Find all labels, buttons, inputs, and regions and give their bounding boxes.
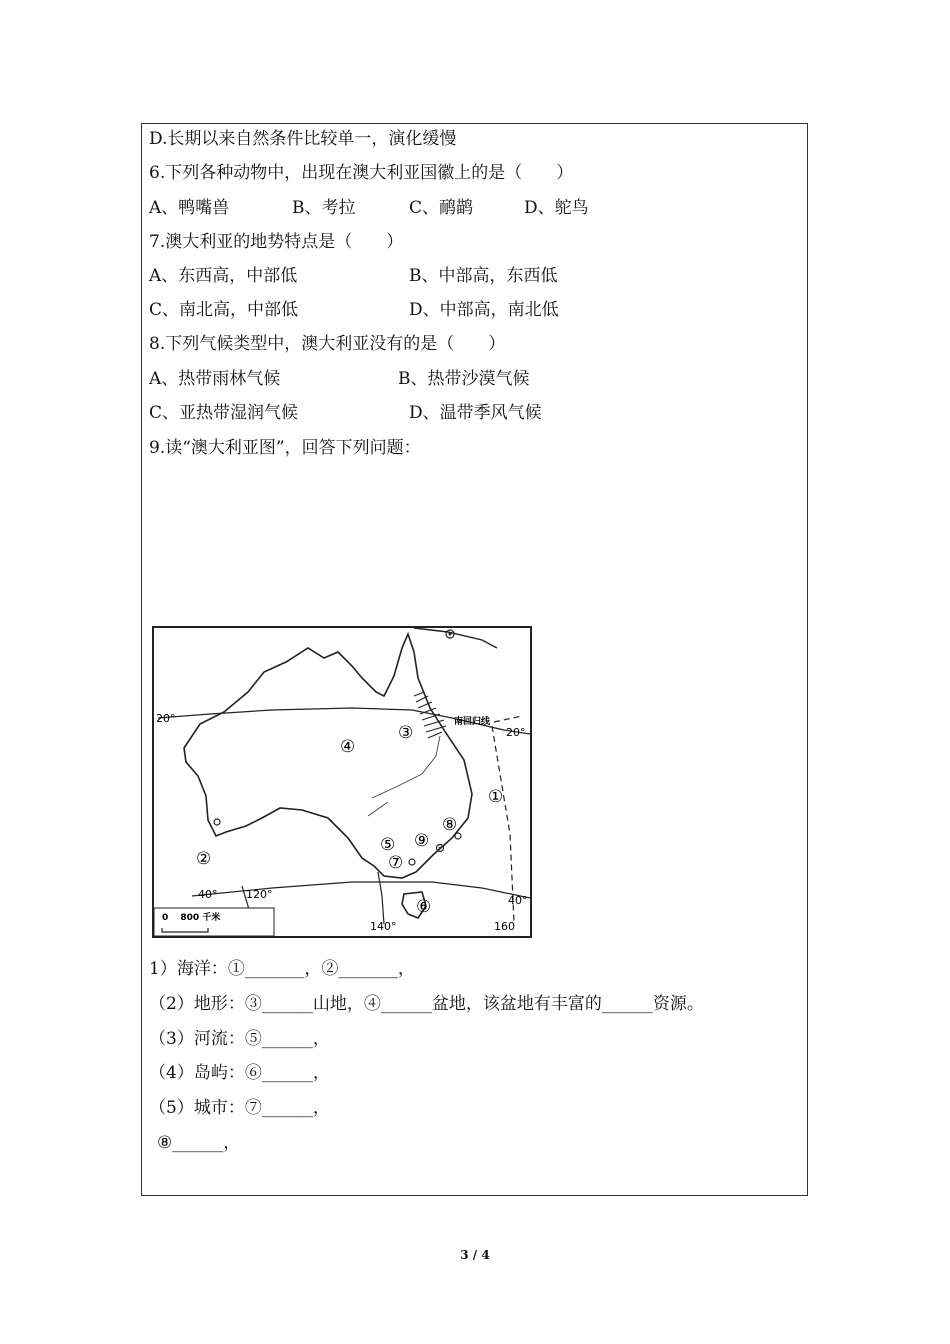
lat-40-left: 40° (198, 888, 218, 901)
q8-option-c: C、亚热带湿润气候 (149, 403, 299, 423)
q8-option-a: A、热带雨林气候 (149, 369, 281, 389)
q7-option-c: C、南北高，中部低 (149, 300, 299, 320)
lat-20-left: 20° (156, 712, 176, 725)
lon-140: 140° (370, 920, 397, 933)
answer-4-islands: （4）岛屿：⑥______， (149, 1063, 330, 1083)
marker-9: ⑨ (414, 831, 430, 851)
q6-option-d: D、鸵鸟 (524, 198, 589, 218)
tropic-label: 南回归线 (454, 717, 491, 727)
marker-7: ⑦ (388, 853, 404, 873)
australia-map (152, 626, 532, 938)
marker-5: ⑤ (380, 835, 396, 855)
marker-4: ④ (340, 737, 356, 757)
marker-8: ⑧ (442, 815, 458, 835)
marker-2: ② (196, 849, 212, 869)
question-6: 6.下列各种动物中，出现在澳大利亚国徽上的是（ ） (149, 163, 574, 183)
australia-map-svg (152, 626, 532, 938)
question-9: 9.读“澳大利亚图”，回答下列问题： (149, 438, 421, 458)
question-8: 8.下列气候类型中，澳大利亚没有的是（ ） (149, 334, 506, 354)
marker-1: ① (488, 787, 504, 807)
option-d-line: D.长期以来自然条件比较单一，演化缓慢 (149, 129, 457, 149)
q6-option-c: C、鸸鹋 (409, 198, 474, 218)
answer-6-city-8: ⑧______， (157, 1133, 241, 1153)
q7-option-a: A、东西高，中部低 (149, 266, 298, 286)
marker-6: ⑥ (416, 897, 432, 917)
q8-option-d: D、温带季风气候 (409, 403, 542, 423)
q6-option-a: A、鸭嘴兽 (149, 198, 230, 218)
lon-120: 120° (246, 888, 273, 901)
q7-option-d: D、中部高，南北低 (409, 300, 559, 320)
q6-option-b: B、考拉 (292, 198, 356, 218)
answer-1-oceans: 1）海洋：①_______，②_______， (149, 959, 415, 979)
lon-160: 160 (494, 920, 515, 933)
lat-20-right: 20° (506, 726, 526, 739)
q8-option-b: B、热带沙漠气候 (398, 369, 530, 389)
scale-label: 0 800 千米 (162, 913, 221, 923)
marker-3: ③ (398, 723, 414, 743)
q7-option-b: B、中部高，东西低 (409, 266, 558, 286)
answer-5-cities: （5）城市：⑦______， (149, 1098, 330, 1118)
answer-3-rivers: （3）河流：⑤______， (149, 1029, 330, 1049)
answer-2-landforms: （2）地形：③______山地，④______盆地，该盆地有丰富的______资源。 (149, 994, 704, 1014)
question-7: 7.澳大利亚的地势特点是（ ） (149, 232, 404, 252)
page-number: 3 / 4 (460, 1248, 490, 1262)
lat-40-right: 40° (508, 894, 528, 907)
